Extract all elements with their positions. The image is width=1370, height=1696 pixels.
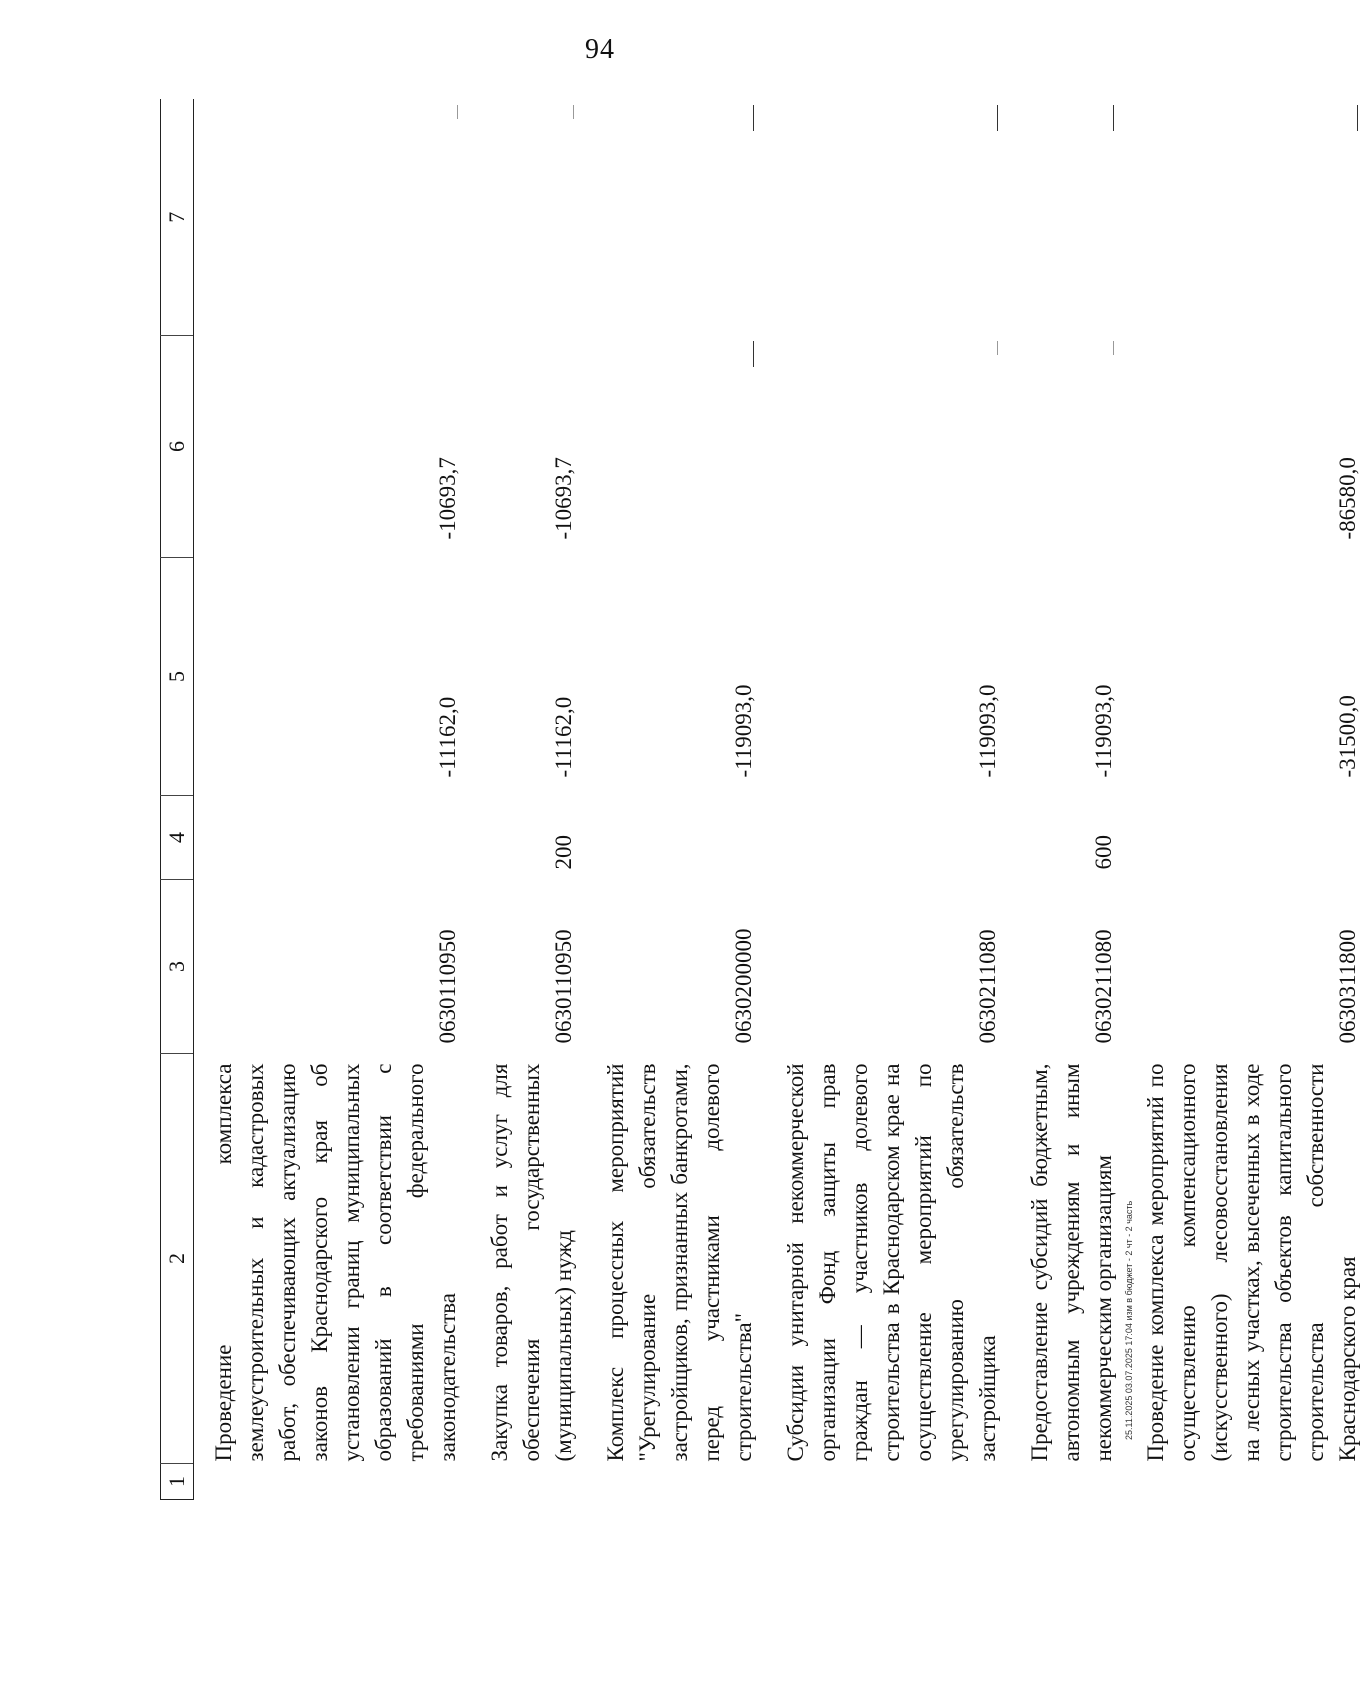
row-description: Проведение комплекса землеустроительных и кадастровых работ, обеспечивающих актуализацию законов Краснодарского края об установлении границ муниципальных образований в соответствии с требованиями федерального законодательства xyxy=(211,1063,460,1462)
table-row xyxy=(1010,100,1126,1500)
dash-mark xyxy=(1113,106,1114,132)
row-description: Комплекс процессных мероприятий "Урегулирование обязательств застройщиков, признанных банкротами, перед участниками долевого строительства" xyxy=(603,1063,756,1462)
row-expense-type xyxy=(586,796,766,880)
row-index-cell xyxy=(586,1464,766,1500)
row-code: 0630200000 xyxy=(731,928,756,1044)
row-expense-type: 600 xyxy=(1091,835,1116,870)
row-expense-type xyxy=(766,796,1010,880)
row-amount-col7 xyxy=(194,100,471,336)
header-col-4: 4 xyxy=(161,796,194,880)
row-amount-col7 xyxy=(1126,100,1370,336)
row-amount-col7 xyxy=(586,100,766,336)
row-code: 0630211080 xyxy=(1091,929,1116,1044)
dash-mark xyxy=(997,106,998,132)
row-amount-col5: -119093,0 xyxy=(1091,684,1116,778)
header-col-1: 1 xyxy=(161,1464,194,1500)
header-col-6: 6 xyxy=(161,336,194,558)
row-expense-type xyxy=(1126,796,1370,880)
footer-note-container xyxy=(1124,220,1136,1440)
footer-note: 25.11.2025 03.07.2025 17:04 изм в бюджет - 2 чт - 2 часть xyxy=(1124,1200,1134,1440)
row-description: Проведение комплекса мероприятий по осуществлению компенсационного (искусственного) лесовосстановления на лесных участках, высеченных в ходе строительства объектов капитального строительства собственности Краснодарского края xyxy=(1143,1063,1360,1462)
header-col-5: 5 xyxy=(161,558,194,796)
row-index-cell xyxy=(194,1464,471,1500)
dash-mark xyxy=(457,106,458,120)
row-amount-col6 xyxy=(586,336,766,558)
row-code: 0630110950 xyxy=(551,929,576,1044)
dash-mark xyxy=(1357,106,1358,132)
row-index-cell xyxy=(766,1464,1010,1500)
header-col-2: 2 xyxy=(161,1054,194,1464)
budget-table xyxy=(160,100,1370,1501)
row-amount-col7 xyxy=(470,100,586,336)
row-code: 0630211080 xyxy=(975,929,1000,1044)
row-description: Предоставление субсидий бюджетным, автономным учреждениям и иным некоммерческим организациям xyxy=(1027,1063,1116,1462)
table-header xyxy=(161,100,194,1500)
row-index-cell xyxy=(1126,1464,1370,1500)
row-amount-col5: -31500,0 xyxy=(1335,695,1360,778)
table-row xyxy=(766,100,1010,1500)
header-row xyxy=(161,100,194,1500)
table-row xyxy=(470,100,586,1500)
table-row xyxy=(1126,100,1370,1500)
row-amount-col5: -119093,0 xyxy=(975,684,1000,778)
row-index-cell xyxy=(470,1464,586,1500)
dash-mark xyxy=(753,106,754,132)
row-amount-col6: -10693,7 xyxy=(435,457,460,540)
row-index-cell xyxy=(1010,1464,1126,1500)
dash-mark xyxy=(573,106,574,120)
row-amount-col6: -10693,7 xyxy=(551,457,576,540)
row-description: Субсидии унитарной некоммерческой организации Фонд защиты прав граждан — участников долевого строительства в Краснодарском крае на осуществление мероприятий по урегулированию обязательств застройщика xyxy=(783,1063,1000,1462)
row-amount-col6 xyxy=(766,336,1010,558)
row-code: 0630311800 xyxy=(1335,929,1360,1044)
row-amount-col5: -11162,0 xyxy=(551,696,576,778)
row-amount-col5: -11162,0 xyxy=(435,696,460,778)
row-expense-type: 200 xyxy=(551,835,576,870)
row-code: 0630110950 xyxy=(435,929,460,1044)
row-amount-col5: -119093,0 xyxy=(731,684,756,778)
dash-mark xyxy=(1113,342,1114,356)
table-row xyxy=(194,100,471,1500)
table-row xyxy=(586,100,766,1500)
row-amount-col6: -86580,0 xyxy=(1335,457,1360,540)
row-amount-col7 xyxy=(1010,100,1126,336)
header-col-7: 7 xyxy=(161,100,194,336)
header-col-3: 3 xyxy=(161,880,194,1054)
row-amount-col7 xyxy=(766,100,1010,336)
dash-mark xyxy=(753,342,754,368)
row-expense-type xyxy=(194,796,471,880)
row-amount-col6 xyxy=(1010,336,1126,558)
table-body xyxy=(194,100,1370,1500)
row-description: Закупка товаров, работ и услуг для обеспечения государственных (муниципальных) нужд xyxy=(487,1063,576,1462)
dash-mark xyxy=(997,342,998,356)
page-number: 94 xyxy=(585,34,615,65)
